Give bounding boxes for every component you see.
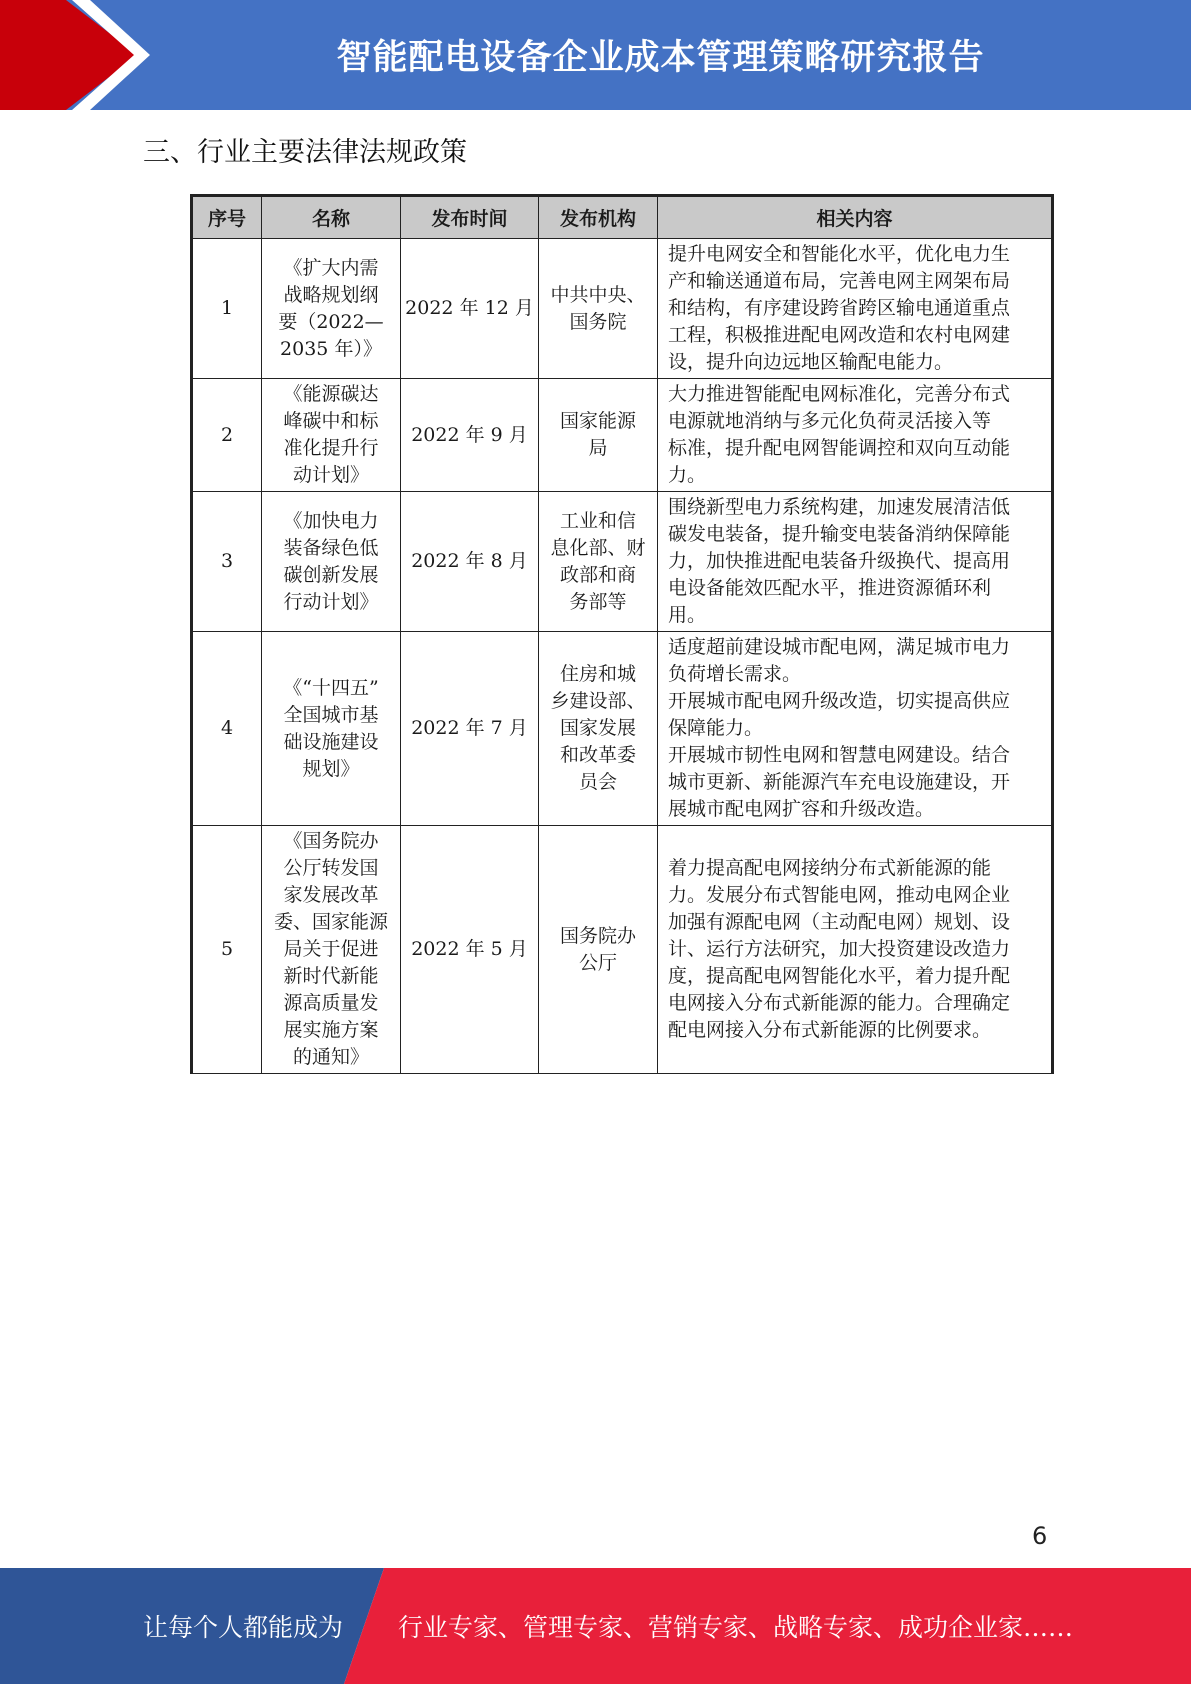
cell-name-line: 战略规划纲 xyxy=(283,283,379,306)
table-row xyxy=(192,632,1053,826)
cell-no: 5 xyxy=(192,826,262,1074)
cell-content-line: 电设备能效匹配水平，推进资源循环利 xyxy=(668,577,992,599)
footer-banner xyxy=(0,1568,1191,1684)
cell-name-line: 峰碳中和标 xyxy=(283,410,379,432)
cell-content-line: 开展城市配电网升级改造，切实提高供应 xyxy=(668,690,1011,712)
cell-content-line: 工程，积极推进配电网改造和农村电网建 xyxy=(668,324,1011,346)
cell-name xyxy=(262,826,401,1074)
cell-content-line: 城市更新、新能源汽车充电设施建设，开 xyxy=(668,771,1011,793)
cell-content-line: 着力提高配电网接纳分布式新能源的能 xyxy=(668,857,992,879)
cell-content xyxy=(658,239,1053,379)
cell-org-line: 工业和信 xyxy=(559,509,636,532)
cell-name-line: 家发展改革 xyxy=(283,884,379,906)
cell-name xyxy=(262,492,401,632)
cell-name-line: 《“十四五” xyxy=(283,676,379,699)
section-title: 三、行业主要法律法规政策 xyxy=(143,137,467,168)
cell-content-line: 标准，提升配电网智能调控和双向互动能 xyxy=(668,437,1011,459)
cell-content-line: 提升电网安全和智能化水平，优化电力生 xyxy=(668,243,1011,265)
cell-name-line: 《能源碳达 xyxy=(283,383,379,405)
cell-name-line: 准化提升行 xyxy=(283,437,379,459)
cell-content-line: 力，加快推进配电装备升级换代、提高用 xyxy=(668,550,1011,572)
cell-no: 4 xyxy=(192,632,262,826)
cell-org-line: 公厅 xyxy=(578,951,617,974)
cell-content-line: 负荷增长需求。 xyxy=(668,663,802,685)
table-header-row xyxy=(192,196,1053,239)
cell-date: 2022 年 7 月 xyxy=(401,632,539,826)
cell-name-line: 动计划》 xyxy=(292,464,369,486)
cell-name xyxy=(262,379,401,492)
cell-content-line: 力。发展分布式智能电网，推动电网企业 xyxy=(668,884,1011,906)
cell-content-line: 设，提升向边远地区输配电能力。 xyxy=(668,351,954,373)
cell-org-line: 政部和商 xyxy=(559,563,636,586)
cell-date: 2022 年 12 月 xyxy=(401,239,539,379)
cell-content-line: 开展城市韧性电网和智慧电网建设。结合 xyxy=(668,744,1011,766)
cell-org-line: 中共中央、 xyxy=(550,283,646,306)
cell-content-line: 展城市配电网扩容和升级改造。 xyxy=(668,798,935,820)
cell-org-line: 乡建设部、 xyxy=(550,690,646,712)
cell-content-line: 配电网接入分布式新能源的比例要求。 xyxy=(668,1019,992,1041)
cell-name-line: 全国城市基 xyxy=(283,703,379,726)
cell-content-line: 大力推进智能配电网标准化，完善分布式 xyxy=(668,383,1011,405)
cell-name-line: 新时代新能 xyxy=(283,965,379,987)
cell-org-line: 局 xyxy=(588,437,608,459)
chevron-decoration-icon xyxy=(0,0,160,110)
cell-name-line: 行动计划》 xyxy=(283,590,379,613)
cell-org-line: 息化部、财 xyxy=(550,536,646,559)
cell-name-line: 《加快电力 xyxy=(283,509,379,532)
cell-content xyxy=(658,492,1053,632)
cell-date: 2022 年 5 月 xyxy=(401,826,539,1074)
cell-content-line: 碳发电装备，提升输变电装备消纳保障能 xyxy=(668,523,1011,545)
cell-name xyxy=(262,632,401,826)
cell-org-line: 国务院 xyxy=(569,310,627,333)
cell-name-line: 《国务院办 xyxy=(283,830,379,852)
cell-content-line: 产和输送通道布局，完善电网主网架布局 xyxy=(668,270,1011,292)
cell-content-line: 电网接入分布式新能源的能力。合理确定 xyxy=(668,992,1011,1014)
cell-no: 2 xyxy=(192,379,262,492)
cell-content-line: 电源就地消纳与多元化负荷灵活接入等 xyxy=(668,410,992,432)
cell-name-line: 要（2022— xyxy=(278,310,384,333)
table-row xyxy=(192,492,1053,632)
header-org: 发布机构 xyxy=(539,196,658,239)
cell-name-line: 公厅转发国 xyxy=(283,857,379,879)
cell-content-line: 适度超前建设城市配电网，满足城市电力 xyxy=(668,636,1011,658)
cell-name-line: 《扩大内需 xyxy=(283,256,379,279)
cell-name-line: 的通知》 xyxy=(292,1046,369,1068)
policy-table xyxy=(190,194,1054,1074)
footer-slogan-right: 行业专家、管理专家、营销专家、战略专家、成功企业家…… xyxy=(398,1613,1074,1642)
cell-content-line: 计、运行方法研究，加大投资建设改造力 xyxy=(668,938,1011,960)
cell-org-line: 务部等 xyxy=(569,590,627,613)
cell-org-line: 国务院办 xyxy=(559,924,636,947)
cell-org xyxy=(539,379,658,492)
cell-no: 3 xyxy=(192,492,262,632)
cell-org xyxy=(539,632,658,826)
cell-name-line: 展实施方案 xyxy=(283,1019,379,1041)
cell-name-line: 规划》 xyxy=(302,757,360,780)
table-row xyxy=(192,239,1053,379)
cell-org xyxy=(539,239,658,379)
cell-name-line: 装备绿色低 xyxy=(283,536,379,559)
cell-name-line: 局关于促进 xyxy=(283,938,379,960)
cell-org-line: 住房和城 xyxy=(559,663,636,685)
cell-org-line: 员会 xyxy=(578,771,617,793)
header-content: 相关内容 xyxy=(658,196,1053,239)
table-row xyxy=(192,826,1053,1074)
cell-content-line: 围绕新型电力系统构建，加速发展清洁低 xyxy=(668,496,1011,518)
cell-org-line: 国家发展 xyxy=(559,717,636,739)
header-name: 名称 xyxy=(262,196,401,239)
report-title: 智能配电设备企业成本管理策略研究报告 xyxy=(336,38,985,78)
cell-name xyxy=(262,239,401,379)
policy-table-container xyxy=(190,194,1051,1074)
cell-date: 2022 年 8 月 xyxy=(401,492,539,632)
cell-content-line: 加强有源配电网（主动配电网）规划、设 xyxy=(668,911,1011,933)
cell-content-line: 用。 xyxy=(668,604,707,626)
cell-org xyxy=(539,492,658,632)
cell-date: 2022 年 9 月 xyxy=(401,379,539,492)
cell-content-line: 力。 xyxy=(668,464,707,486)
cell-content-line: 和结构，有序建设跨省跨区输电通道重点 xyxy=(668,297,1011,319)
table-row xyxy=(192,379,1053,492)
cell-name-line: 委、国家能源 xyxy=(273,911,388,933)
cell-org xyxy=(539,826,658,1074)
cell-content-line: 度，提高配电网智能化水平，着力提升配 xyxy=(668,965,1011,987)
cell-org-line: 和改革委 xyxy=(559,744,636,766)
cell-name-line: 碳创新发展 xyxy=(283,563,379,586)
cell-content xyxy=(658,826,1053,1074)
cell-name-line: 源高质量发 xyxy=(283,992,379,1014)
footer-slogan-left: 让每个人都能成为 xyxy=(143,1613,344,1642)
header-date: 发布时间 xyxy=(401,196,539,239)
cell-name-line: 2035 年）》 xyxy=(280,337,382,360)
page-number: 6 xyxy=(1032,1522,1048,1550)
header-banner xyxy=(0,0,1191,110)
header-no: 序号 xyxy=(192,196,262,239)
cell-content xyxy=(658,379,1053,492)
cell-name-line: 础设施建设 xyxy=(283,730,379,753)
cell-no: 1 xyxy=(192,239,262,379)
cell-org-line: 国家能源 xyxy=(559,410,636,432)
cell-content-line: 保障能力。 xyxy=(668,717,764,739)
cell-content xyxy=(658,632,1053,826)
